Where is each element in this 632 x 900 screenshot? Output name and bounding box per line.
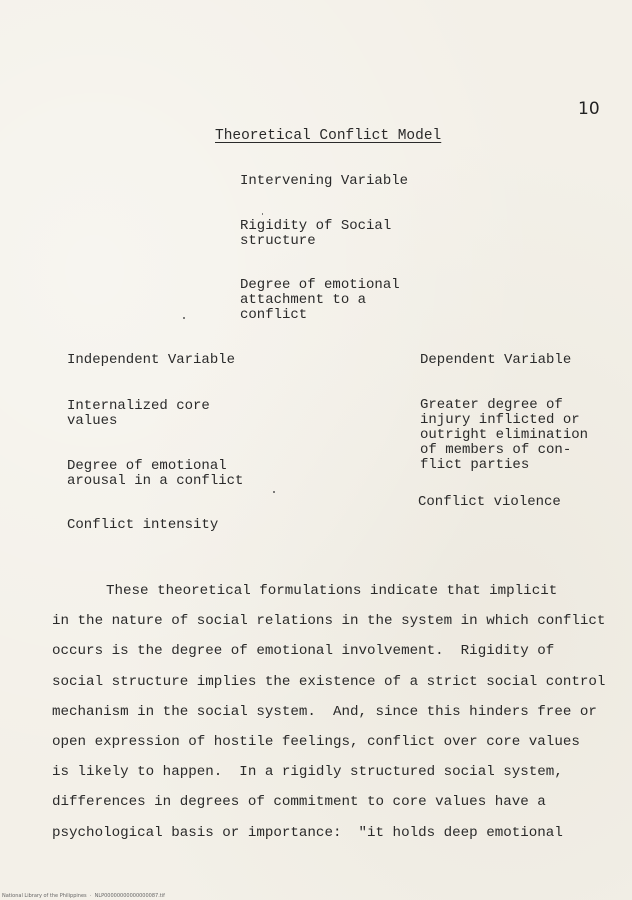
- page-number: 10: [578, 99, 600, 119]
- dependent-item-violence: Conflict violence: [418, 494, 561, 510]
- independent-item-core-values: Internalized core values: [67, 398, 210, 429]
- dependent-variable-label: Dependent Variable: [420, 352, 572, 368]
- paragraph-line: These theoretical formulations indicate that implicit: [106, 583, 558, 599]
- paper-speck: [273, 491, 275, 493]
- paragraph-line: is likely to happen. In a rigidly structured social system,: [52, 764, 563, 781]
- intervening-variable-label: Intervening Variable: [240, 173, 409, 189]
- paper-speck: [183, 317, 185, 319]
- paragraph-line: psychological basis or importance: "it holds deep emotional: [52, 824, 563, 841]
- paragraph-line: open expression of hostile feelings, conflict over core values: [52, 734, 580, 751]
- scan-footer: National Library of the Philippines · NLP00000000000000087.tif: [2, 893, 165, 899]
- independent-item-conflict-intensity: Conflict intensity: [67, 517, 219, 533]
- intervening-item-rigidity: Rigidity of Social structure: [240, 218, 392, 249]
- independent-item-emotional-arousal: Degree of emotional arousal in a conflict: [67, 458, 244, 489]
- paragraph-line: occurs is the degree of emotional involvement. Rigidity of: [52, 643, 555, 660]
- paper-speck: [262, 213, 263, 215]
- paragraph-line: mechanism in the social system. And, since this hinders free or: [52, 703, 597, 720]
- paragraph-line: in the nature of social relations in the system in which conflict: [52, 613, 606, 630]
- intervening-item-attachment: Degree of emotional attachment to a conflict: [240, 277, 400, 323]
- body-paragraph: [52, 576, 612, 848]
- dependent-item-injury: Greater degree of injury inflicted or outright elimination of members of con- flict parties: [420, 397, 589, 473]
- page-title: Theoretical Conflict Model: [215, 128, 442, 144]
- independent-variable-label: Independent Variable: [67, 352, 236, 368]
- paragraph-line: differences in degrees of commitment to core values have a: [52, 794, 546, 811]
- paragraph-line: social structure implies the existence of a strict social control: [52, 673, 606, 690]
